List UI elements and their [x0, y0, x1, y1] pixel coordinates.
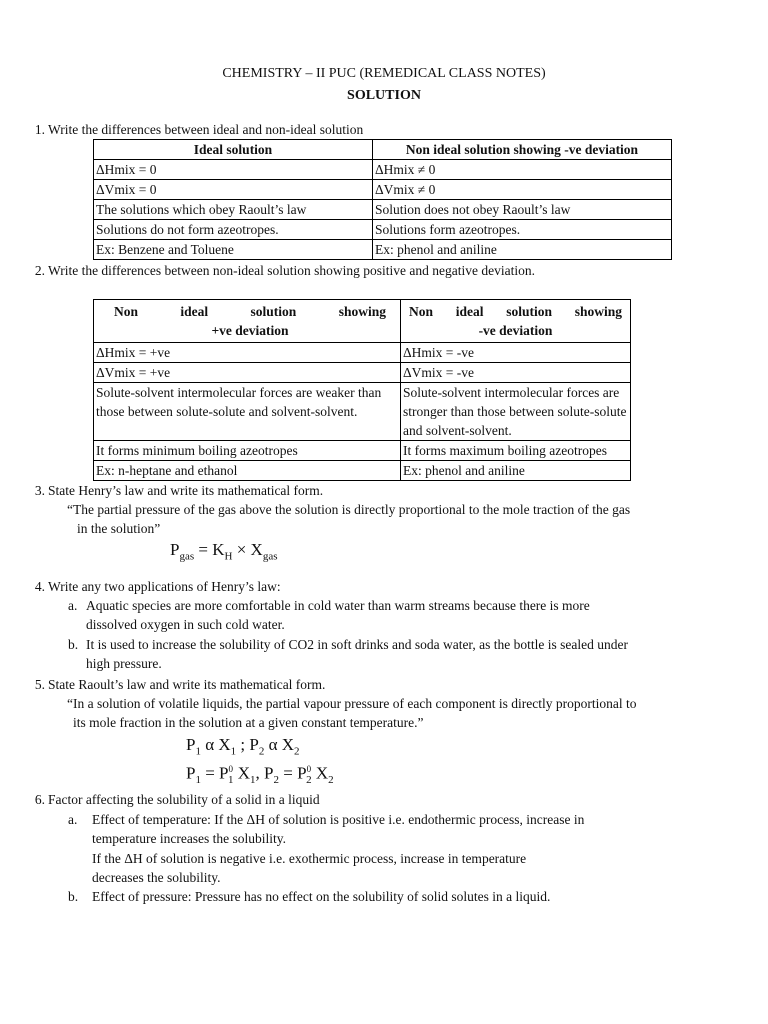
table-cell: ΔHmix = -ve [401, 343, 631, 363]
question-number: 6. [34, 792, 45, 807]
raoult-law-quote-line: “In a solution of volatile liquids, the partial vapour pressure of each component is directly proportional to [67, 696, 637, 711]
question-number: 1. [34, 122, 45, 137]
table-cell: ΔVmix = +ve [94, 363, 401, 383]
table-row [94, 383, 631, 441]
table-cell: ΔHmix ≠ 0 [373, 160, 672, 180]
list-item-label: a. [68, 598, 78, 613]
document-title: CHEMISTRY – II PUC (REMEDICAL CLASS NOTES) [222, 66, 546, 81]
list-item [68, 596, 590, 615]
question-5 [28, 675, 325, 694]
table-row [94, 220, 672, 240]
table-row [94, 200, 672, 220]
ideal-vs-nonideal-table [93, 139, 672, 260]
table-cell: Ex: Benzene and Toluene [94, 240, 373, 260]
question-text: Write the differences between ideal and non-ideal solution [48, 122, 364, 137]
table-row [94, 343, 631, 363]
table-header-row [94, 300, 631, 343]
list-item-text: Effect of temperature: If the ΔH of solution is positive i.e. endothermic process, increase in [92, 812, 585, 827]
raoult-law-formula-proportionality: $P_1$ α $X_1$ ; $P_2$ α $X_2$ [186, 735, 300, 758]
table-cell: ΔVmix = -ve [401, 363, 631, 383]
list-item-continued: decreases the solubility. [92, 870, 221, 885]
list-item [68, 810, 584, 829]
henry-law-formula: $P_{gas} = K_H \times X_{gas}$ [170, 540, 278, 563]
table-row [94, 160, 672, 180]
table-cell: The solutions which obey Raoult’s law [94, 200, 373, 220]
table-row [94, 240, 672, 260]
column-header: Non ideal solution showing +ve deviation [94, 300, 401, 343]
question-6 [28, 790, 320, 809]
table-row [94, 363, 631, 383]
table-cell: ΔHmix = +ve [94, 343, 401, 363]
raoult-law-quote-line: its mole fraction in the solution at a given constant temperature.” [73, 715, 424, 730]
table-cell: Solutions form azeotropes. [373, 220, 672, 240]
question-2 [28, 261, 535, 280]
question-text: Write any two applications of Henry’s law: [48, 579, 281, 594]
table-cell: Solution does not obey Raoult’s law [373, 200, 672, 220]
question-text: Write the differences between non-ideal solution showing positive and negative deviation. [48, 263, 535, 278]
table-cell: ΔVmix ≠ 0 [373, 180, 672, 200]
table-row [94, 441, 631, 461]
list-item [68, 635, 628, 654]
question-number: 2. [34, 263, 45, 278]
question-number: 3. [34, 483, 45, 498]
table-row [94, 461, 631, 481]
table-cell: It forms maximum boiling azeotropes [401, 441, 631, 461]
list-item-continued: temperature increases the solubility. [92, 831, 287, 846]
table-cell: It forms minimum boiling azeotropes [94, 441, 401, 461]
question-text: State Raoult’s law and write its mathematical form. [48, 677, 326, 692]
table-cell: ΔHmix = 0 [94, 160, 373, 180]
list-item-label: b. [68, 889, 79, 904]
question-number: 5. [34, 677, 45, 692]
list-item [68, 887, 550, 906]
list-item-continued: high pressure. [86, 656, 162, 671]
table-cell: Solutions do not form azeotropes. [94, 220, 373, 240]
list-item-label: b. [68, 637, 79, 652]
raoult-law-formula-equation: $P_1 = P^0_1$ $X_1$, $P_2 = P^0_2$ $X_2$ [186, 763, 334, 787]
henry-law-quote-line: in the solution” [77, 521, 161, 536]
list-item-text: It is used to increase the solubility of CO2 in soft drinks and soda water, as the bottle is sealed under [86, 637, 628, 652]
column-header: Non ideal solution showing -ve deviation [401, 300, 631, 343]
table-cell: Ex: n-heptane and ethanol [94, 461, 401, 481]
table-cell: Solute-solvent intermolecular forces are weaker than those between solute-solute and solvent-solvent. [94, 383, 401, 441]
list-item-continued: dissolved oxygen in such cold water. [86, 617, 285, 632]
question-text: State Henry’s law and write its mathematical form. [48, 483, 324, 498]
column-header: Ideal solution [94, 140, 373, 160]
table-cell: Ex: phenol and aniline [401, 461, 631, 481]
list-item-text: Aquatic species are more comfortable in cold water than warm streams because there is more [86, 598, 590, 613]
document-subtitle: SOLUTION [347, 88, 421, 103]
henry-law-quote-line: “The partial pressure of the gas above the solution is directly proportional to the mole traction of the gas [67, 502, 631, 517]
question-1 [28, 120, 363, 139]
table-header-row [94, 140, 672, 160]
question-number: 4. [34, 579, 45, 594]
question-3 [28, 481, 323, 500]
positive-vs-negative-deviation-table [93, 299, 631, 481]
list-item-text: Effect of pressure: Pressure has no effect on the solubility of solid solutes in a liquid. [92, 889, 551, 904]
question-text: Factor affecting the solubility of a solid in a liquid [48, 792, 320, 807]
table-row [94, 180, 672, 200]
table-cell: ΔVmix = 0 [94, 180, 373, 200]
table-cell: Solute-solvent intermolecular forces are stronger than those between solute-solute and solvent-solvent. [401, 383, 631, 441]
question-4 [28, 577, 281, 596]
list-item-continued: If the ΔH of solution is negative i.e. exothermic process, increase in temperature [92, 851, 527, 866]
list-item-label: a. [68, 812, 78, 827]
column-header: Non ideal solution showing -ve deviation [373, 140, 672, 160]
table-cell: Ex: phenol and aniline [373, 240, 672, 260]
